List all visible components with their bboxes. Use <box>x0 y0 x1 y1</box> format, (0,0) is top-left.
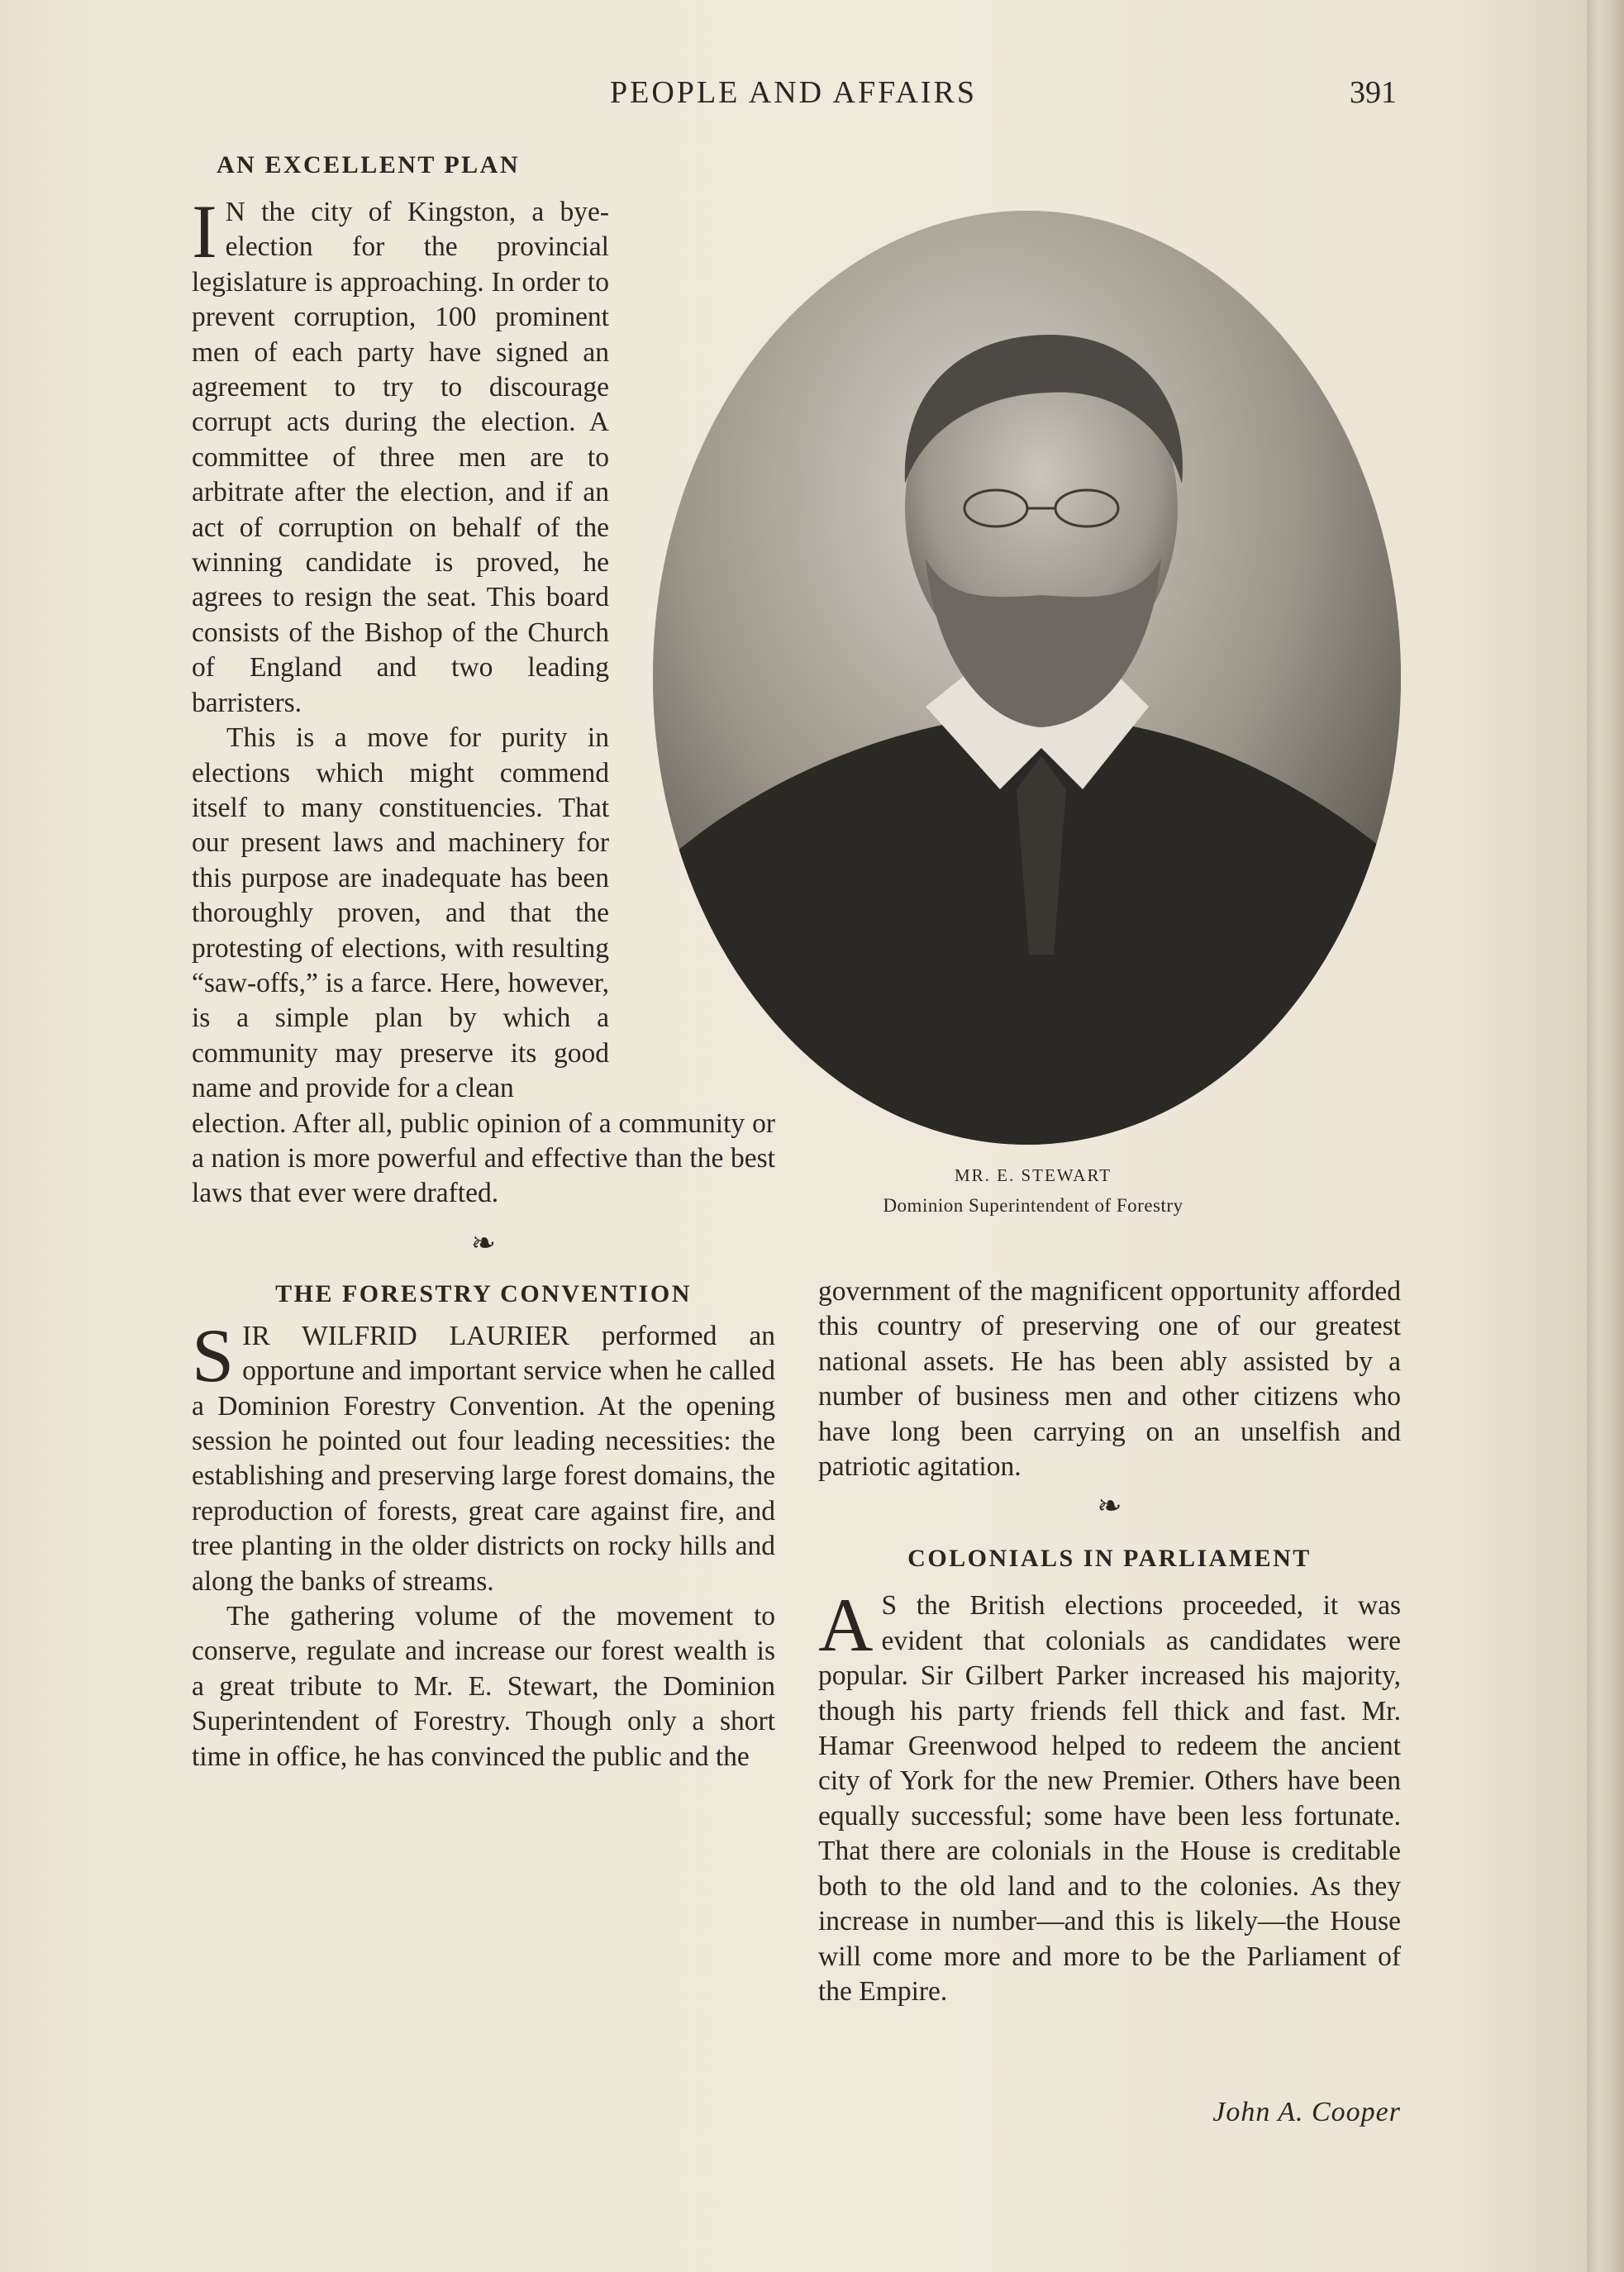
running-head <box>190 74 1397 116</box>
paragraph-colonials-1 <box>818 1583 1401 2009</box>
running-title: PEOPLE AND AFFAIRS <box>610 75 977 110</box>
paragraph-text: N the city of Kingston, a bye-election for the provincial legislature is approaching. In order to prevent corruption, 100 prominent men of each party have signed an agreement to try to discourage corrupt acts during the election. A committee of three men are to arbitrate after the election, and if an act of corruption on behalf of the winning candidate is proved, he agrees to resign the seat. This board consists of the Bishop of the Church of England and two leading barristers. <box>192 197 609 718</box>
spacer <box>192 182 775 195</box>
spacer <box>192 1311 775 1319</box>
heading-excellent-plan: AN EXCELLENT PLAN <box>217 151 521 179</box>
dropcap: S <box>192 1312 235 1398</box>
ornament-icon: ❧ <box>1097 1489 1122 1523</box>
portrait-caption <box>777 1161 1289 1222</box>
ornament-icon: ❧ <box>470 1226 497 1260</box>
paragraph-excellent-plan-2: This is a move for purity in elections which might commend itself to many constituencies. That our present laws and machinery for this purpose are inadequate has been thoroughly proven, and that the protesting of elections, with resulting “saw-offs,” is a farce. Here, however, is a simple plan by which a community may preserve its good name and provide for a clean <box>192 722 609 1104</box>
paragraph-forestry-1 <box>192 1312 775 1599</box>
left-column <box>192 149 775 1774</box>
caption-name: MR. E. STEWART <box>954 1165 1112 1185</box>
paragraph-forestry-2-cont: government of the magnificent opportunity afforded this country of preserving one of our greatest national assets. He has been ably assisted by a number of business men and other citizens who have long been carrying on an unselfish and patriotic agitation. <box>818 1276 1401 1483</box>
paragraph-excellent-plan-1 <box>192 189 609 721</box>
heading-forestry: THE FORESTRY CONVENTION <box>275 1279 692 1307</box>
paragraph-forestry-2: The gathering volume of the movement to conserve, regulate and increase our forest wealth is a great tribute to Mr. E. Stewart, the Dominion Superintendent of Forestry. Though only a short time in office, he has convinced the public and the <box>192 1601 775 1772</box>
dropcap: A <box>818 1583 874 1668</box>
paragraph-text: IR WILFRID LAURIER performed an opportune and important service when he called a Dominion Forestry Convention. At the opening session he pointed out four leading necessities: the establishing and preserving large forest domains, the reproduction of forests, great care against fire, and tree planting in the older districts on rocky hills and along the banks of streams. <box>192 1320 775 1597</box>
dropcap: I <box>192 189 217 274</box>
narrow-text-block <box>192 189 609 1107</box>
author-signature: John A. Cooper <box>1212 2097 1401 2127</box>
right-column <box>818 1274 1401 2009</box>
caption-title: Dominion Superintendent of Forestry <box>883 1195 1183 1216</box>
paragraph-excellent-plan-2-cont: election. After all, public opinion of a community or a nation is more powerful and effective than the best laws that ever were drafted. <box>192 1107 775 1209</box>
page-number: 391 <box>1350 75 1397 110</box>
heading-colonials: COLONIALS IN PARLIAMENT <box>907 1545 1312 1573</box>
page-edge <box>1587 0 1624 2272</box>
spacer <box>818 1575 1401 1588</box>
paragraph-text: S the British elections proceeded, it was evident that colonials as candidates were popular. Sir Gilbert Parker increased his majority, though his party friends fell thick and fast. Mr. Hamar Greenwood helped to redeem the ancient city of York for the new Premier. Others have been equally successful; some have been less fortunate. That there are colonials in the House is creditable both to the old land and to the colonies. As they increase in number—and this is likely—the House will come more and more to be the Parliament of the Empire. <box>818 1590 1401 2007</box>
